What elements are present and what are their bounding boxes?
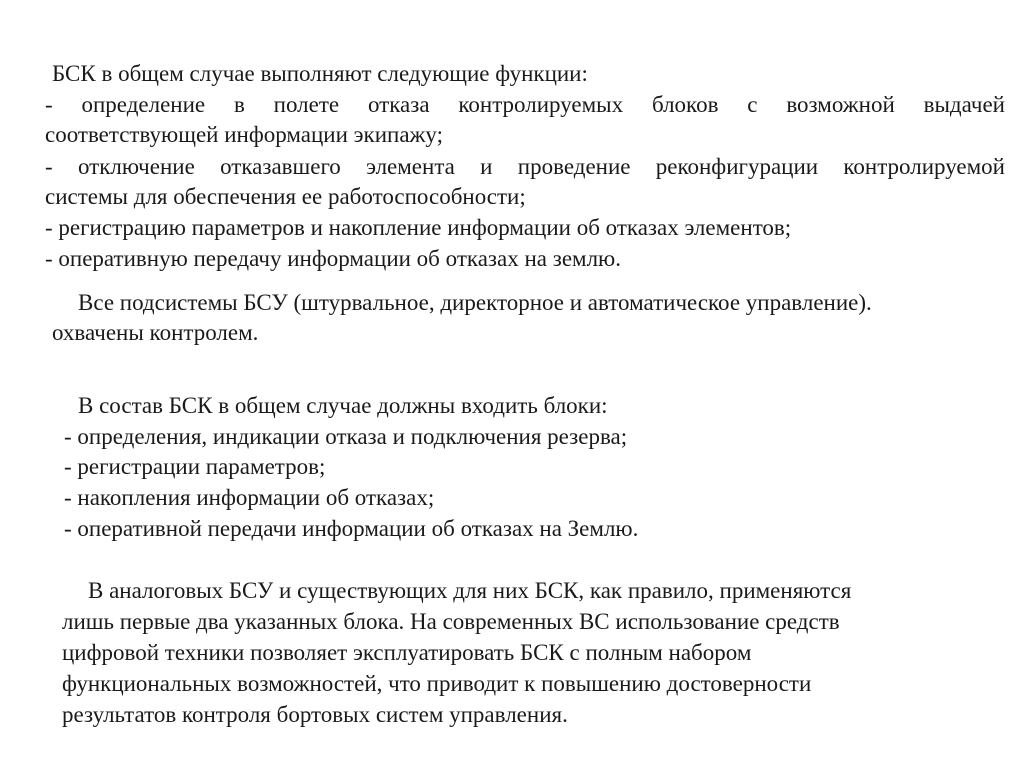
analog-note-line: результатов контроля бортовых систем управления.	[62, 702, 568, 727]
analog-note-line: функциональных возможностей, что приводит к повышению достоверности	[62, 671, 812, 696]
subsystems-line-2: охвачены контролем.	[52, 320, 259, 345]
subsystems-line-1: Все подсистемы БСУ (штурвальное, директорное и автоматическое управление).	[78, 290, 872, 315]
functions-intro: БСК в общем случае выполняют следующие функции:	[52, 61, 588, 86]
analog-note-line: цифровой техники позволяет эксплуатировать БСК с полным набором	[62, 640, 752, 665]
composition-item: - определения, индикации отказа и подключения резерва;	[64, 424, 628, 449]
composition-item: - накопления информации об отказах;	[64, 485, 435, 510]
function-item-2-line-2: системы для обеспечения ее работоспособности;	[45, 184, 526, 209]
function-item-1-line-1: - определение в полете отказа контролируемых блоков с возможной выдачей	[45, 92, 1005, 117]
analog-note-line: В аналоговых БСУ и существующих для них БСК, как правило, применяются	[88, 578, 852, 603]
composition-item: - регистрации параметров;	[64, 454, 326, 479]
function-item-4: - оперативную передачу информации об отказах на землю.	[45, 246, 621, 271]
function-item-2-line-1: - отключение отказавшего элемента и проведение реконфигурации контролируемой	[45, 154, 1005, 179]
composition-intro: В состав БСК в общем случае должны входить блоки:	[78, 393, 608, 418]
analog-note-line: лишь первые два указанных блока. На современных ВС использование средств	[62, 609, 840, 634]
function-item-1-line-2: соответствующей информации экипажу;	[45, 122, 444, 147]
composition-item: - оперативной передачи информации об отказах на Землю.	[64, 516, 639, 541]
function-item-3: - регистрацию параметров и накопление информации об отказах элементов;	[45, 215, 792, 240]
